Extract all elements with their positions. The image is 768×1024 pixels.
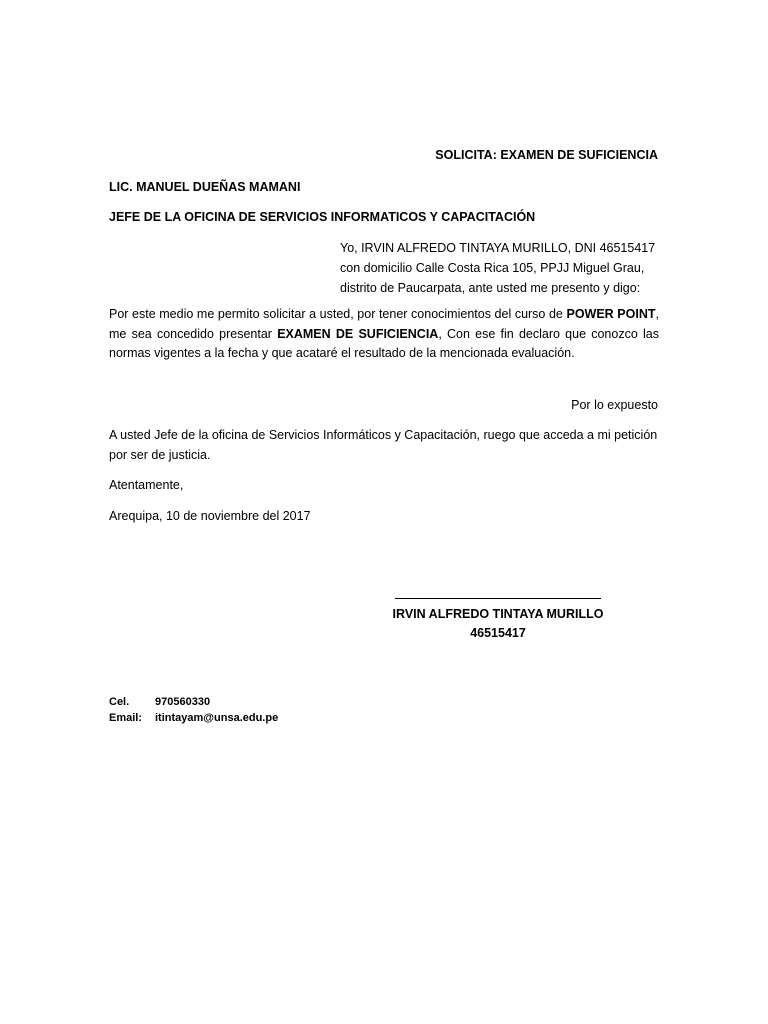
intro-line: Yo, IRVIN ALFREDO TINTAYA MURILLO, DNI 46515417 — [340, 241, 656, 255]
petition-paragraph: A usted Jefe de la oficina de Servicios Informáticos y Capacitación, ruego que acceda a mi petición por ser de justicia. — [109, 428, 658, 462]
email-row — [109, 710, 278, 726]
closing-phrase: Por lo expuesto — [571, 398, 658, 412]
contact-block — [109, 694, 278, 726]
request-paragraph — [109, 305, 659, 364]
phone-row — [109, 694, 278, 710]
signature-block — [392, 598, 604, 643]
email-label: Email: — [109, 712, 143, 724]
body-text: , me sea concedido presentar — [109, 307, 659, 341]
signature-line — [395, 598, 601, 599]
addressee-title: JEFE DE LA OFICINA DE SERVICIOS INFORMATICOS Y CAPACITACIÓN — [109, 210, 536, 224]
subject-line: SOLICITA: EXAMEN DE SUFICIENCIA — [435, 148, 658, 162]
email-value: itintayam@unsa.edu.pe — [155, 712, 279, 724]
place-date-line: Arequipa, 10 de noviembre del 2017 — [109, 509, 311, 523]
body-text: , Con ese fin declaro que conozco las normas vigentes a la fecha y que acataré el resultado de la mencionada evaluación. — [109, 326, 659, 360]
intro-line: con domicilio Calle Costa Rica 105, PPJJ Miguel Grau, — [340, 261, 645, 275]
addressee-name: LIC. MANUEL DUEÑAS MAMANI — [109, 180, 301, 194]
regards-line: Atentamente, — [109, 478, 184, 492]
exam-name: EXAMEN DE SUFICIENCIA — [277, 326, 439, 341]
signer-dni: 46515417 — [470, 626, 526, 640]
phone-value: 970560330 — [155, 696, 211, 708]
phone-label: Cel. — [109, 696, 130, 708]
intro-block — [340, 238, 660, 298]
course-name: POWER POINT — [566, 307, 656, 321]
signer-name: IRVIN ALFREDO TINTAYA MURILLO — [392, 607, 604, 621]
body-text: Por este medio me permito solicitar a usted, por tener conocimientos del curso de — [109, 307, 567, 321]
intro-line: distrito de Paucarpata, ante usted me presento y digo: — [340, 281, 641, 295]
